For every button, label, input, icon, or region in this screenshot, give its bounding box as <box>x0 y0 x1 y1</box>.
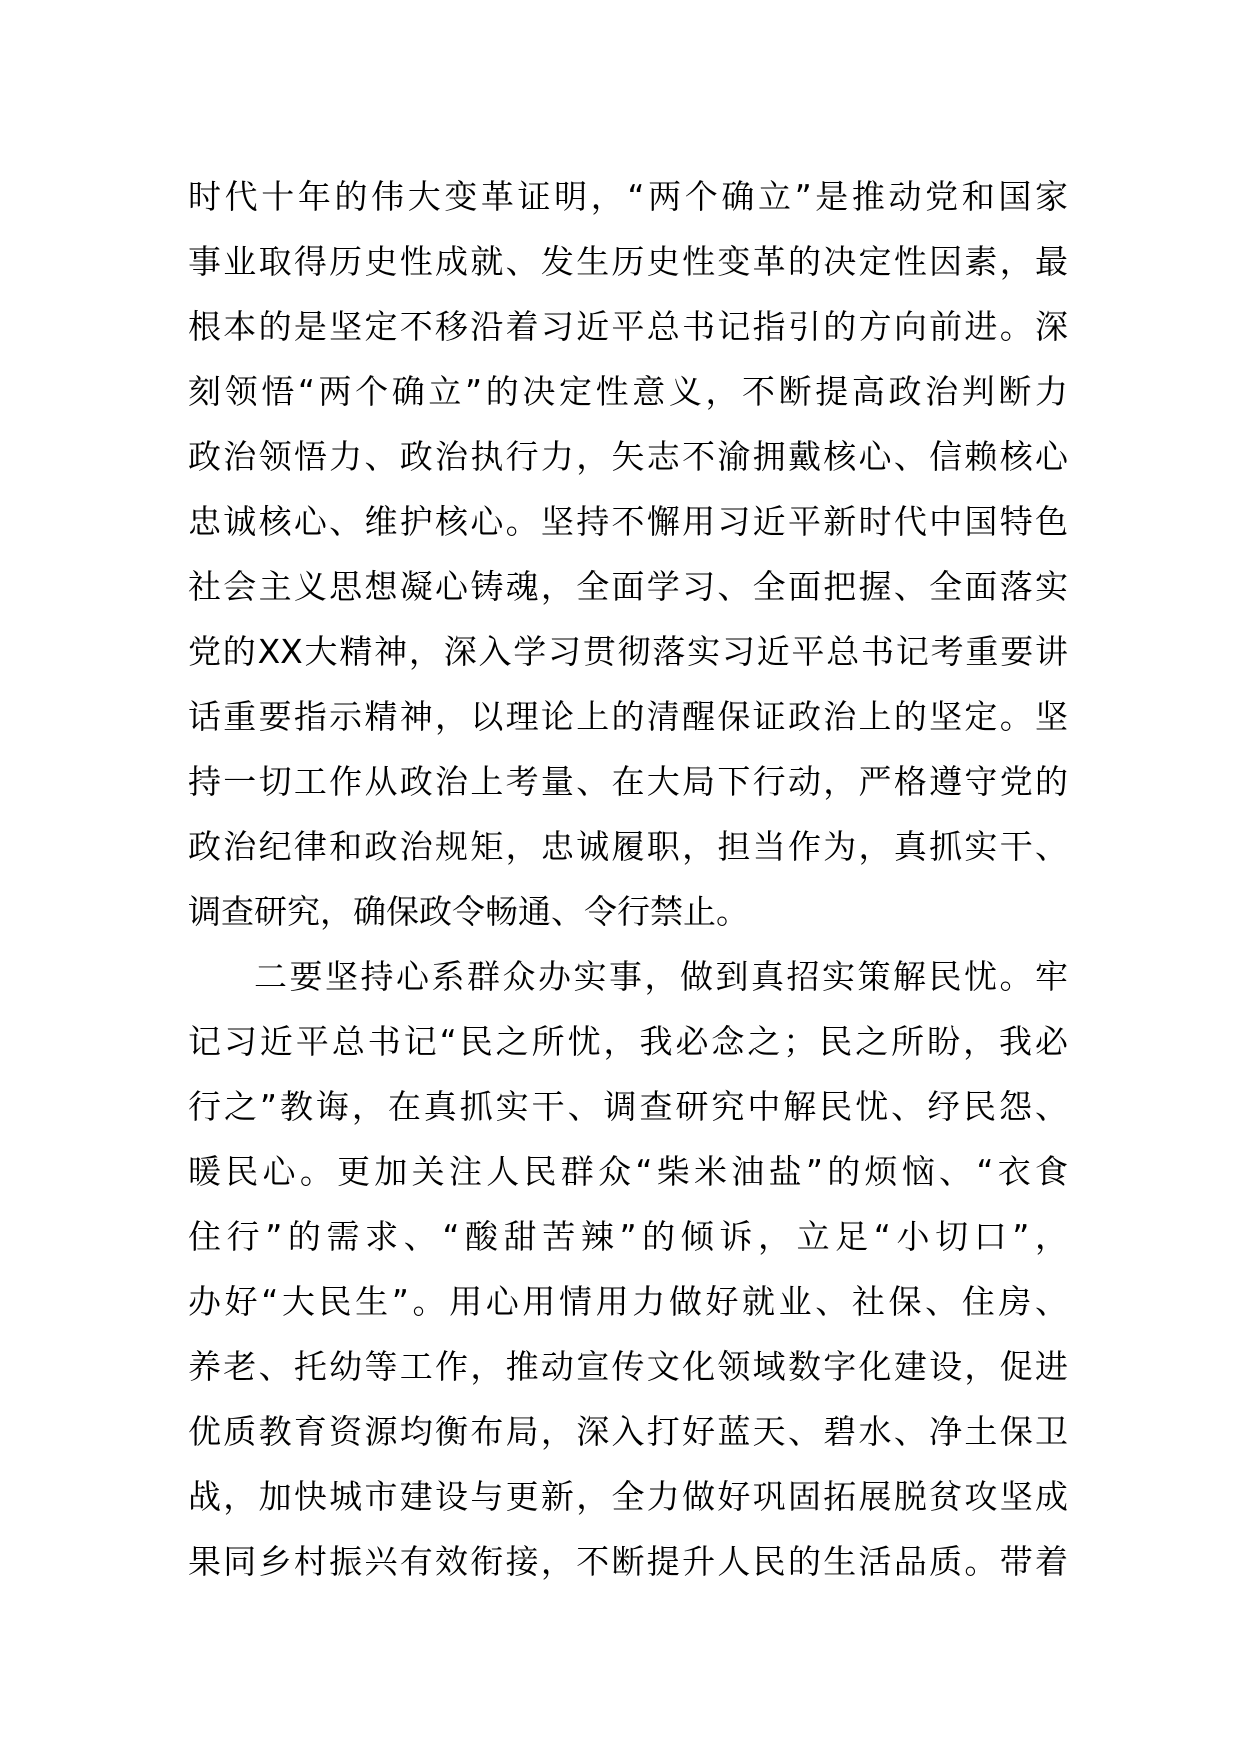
text-line: 持一切工作从政治上考量、在大局下行动，严格遵守党的 <box>188 762 1068 801</box>
text-line: 政治领悟力、政治执行力，矢志不渝拥戴核心、信赖核心 <box>188 437 1068 476</box>
text-line: 行之”教诲，在真抓实干、调查研究中解民忧、纾民怨、 <box>188 1087 1068 1126</box>
text-line: 根本的是坚定不移沿着习近平总书记指引的方向前进。深 <box>188 307 1068 346</box>
text-line: 社会主义思想凝心铸魂，全面学习、全面把握、全面落实 <box>188 567 1068 606</box>
text-line: 事业取得历史性成就、发生历史性变革的决定性因素，最 <box>188 242 1068 281</box>
text-line: 刻领悟“两个确立”的决定性意义，不断提高政治判断力 <box>188 372 1068 411</box>
text-line: 调查研究，确保政令畅通、令行禁止。 <box>188 892 749 931</box>
text-line: 二要坚持心系群众办实事，做到真招实策解民忧。牢 <box>254 957 1068 996</box>
text-line: 养老、托幼等工作，推动宣传文化领域数字化建设，促进 <box>188 1347 1068 1386</box>
text-line: 优质教育资源均衡布局，深入打好蓝天、碧水、净土保卫 <box>188 1412 1068 1451</box>
text-line: 政治纪律和政治规矩，忠诚履职，担当作为，真抓实干、 <box>188 827 1068 866</box>
text-line: 住行”的需求、“酸甜苦辣”的倾诉，立足“小切口”， <box>188 1217 1068 1256</box>
text-line: 战，加快城市建设与更新，全力做好巩固拓展脱贫攻坚成 <box>188 1477 1068 1516</box>
body-text <box>188 164 1068 1594</box>
paragraph-2 <box>188 944 1068 1594</box>
text-line: 话重要指示精神，以理论上的清醒保证政治上的坚定。坚 <box>188 697 1068 736</box>
text-line: 时代十年的伟大变革证明，“两个确立”是推动党和国家 <box>188 177 1068 216</box>
text-line: 党的XX大精神，深入学习贯彻落实习近平总书记考重要讲 <box>188 632 1068 671</box>
paragraph-1 <box>188 164 1068 944</box>
text-line: 记习近平总书记“民之所忧，我必念之；民之所盼，我必 <box>188 1022 1068 1061</box>
text-line: 忠诚核心、维护核心。坚持不懈用习近平新时代中国特色 <box>188 502 1068 541</box>
text-line: 果同乡村振兴有效衔接，不断提升人民的生活品质。带着 <box>188 1542 1068 1581</box>
text-line: 暖民心。更加关注人民群众“柴米油盐”的烦恼、“衣食 <box>188 1152 1068 1191</box>
text-line: 办好“大民生”。用心用情用力做好就业、社保、住房、 <box>188 1282 1068 1321</box>
